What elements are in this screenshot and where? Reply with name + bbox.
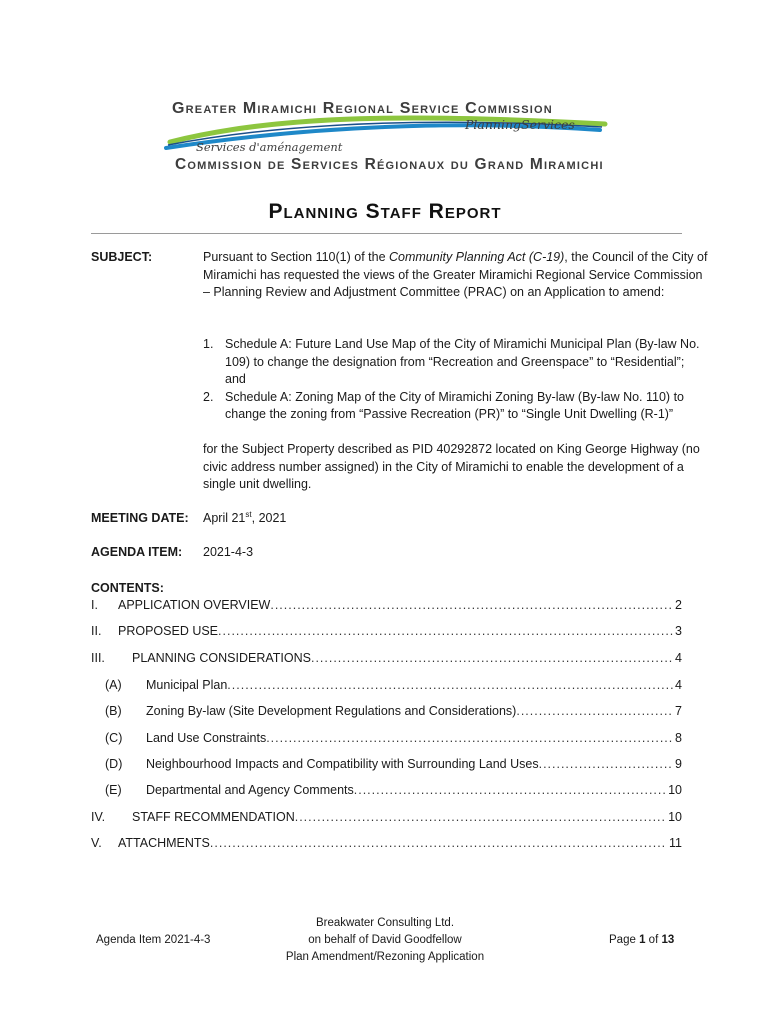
toc-entry[interactable]	[91, 649, 682, 667]
title-divider	[91, 233, 682, 234]
toc-title: Neighbourhood Impacts and Compatibility with Surrounding Land Uses	[146, 757, 539, 771]
list-item	[203, 336, 708, 389]
toc-entry[interactable]	[91, 781, 682, 799]
agenda-item-label: AGENDA ITEM:	[91, 545, 183, 559]
toc-title: Land Use Constraints	[146, 731, 267, 745]
toc-entry[interactable]	[91, 596, 682, 614]
footer-agenda-item: Agenda Item 2021-4-3	[96, 934, 211, 946]
logo-planning-services: PlanningServices	[465, 117, 575, 132]
meeting-date-label: MEETING DATE:	[91, 511, 189, 525]
toc-page: 8	[675, 731, 682, 745]
subject-text-b: , the Council of the City of Miramichi has requested the views of the Greater Miramichi Regional Service Commission – Planning Review and Adjustment Committee (PRAC) on an Application to amend:	[203, 250, 708, 299]
toc-title: Municipal Plan	[146, 678, 228, 692]
toc-page: 10	[668, 783, 682, 797]
logo-french-name: Commission de Services Régionaux du Grand Miramichi	[175, 156, 604, 173]
toc-page: 2	[675, 598, 682, 612]
toc-number: IV.	[91, 810, 106, 824]
contents-heading: CONTENTS:	[91, 581, 164, 595]
subject-label: SUBJECT:	[91, 250, 153, 264]
list-item-number: 2.	[203, 389, 214, 404]
toc-number: (C)	[105, 731, 123, 745]
toc-page: 10	[668, 810, 682, 824]
toc-page: 9	[675, 757, 682, 771]
toc-entry[interactable]	[91, 755, 682, 773]
footer-consultant: Breakwater Consulting Ltd.	[315, 917, 455, 929]
toc-number: (D)	[105, 757, 123, 771]
commission-logo	[160, 96, 610, 186]
toc-number: (A)	[105, 678, 122, 692]
subject-property-paragraph: for the Subject Property described as PID 40292872 located on King George Highway (no civic address number assigned) in the City of Miramichi to enable the development of a single unit dwelling.	[203, 442, 700, 491]
logo-services-amenagement: Services d'aménagement	[196, 140, 343, 154]
agenda-item-value: 2021-4-3	[203, 545, 254, 559]
toc-title: APPLICATION OVERVIEW	[118, 598, 271, 612]
amendment-list	[203, 336, 708, 424]
toc-entry[interactable]	[91, 834, 682, 852]
toc-page: 11	[669, 836, 682, 850]
list-item-text: Schedule A: Future Land Use Map of the City of Miramichi Municipal Plan (By-law No. 109) to change the designation from “Recreation and Greenspace” to “Residential”; and	[225, 337, 700, 386]
toc-title: Departmental and Agency Comments	[146, 783, 354, 797]
toc-title: ATTACHMENTS	[118, 836, 210, 850]
subject-text-a: Pursuant to Section 110(1) of the	[203, 250, 389, 264]
subject-paragraph	[203, 249, 708, 302]
footer-center	[230, 915, 540, 966]
toc-entry[interactable]	[91, 808, 682, 826]
footer-behalf: on behalf of David Goodfellow	[308, 934, 462, 946]
toc-page: 4	[675, 678, 682, 692]
footer-application-type: Plan Amendment/Rezoning Application	[285, 951, 485, 963]
toc-number: V.	[91, 836, 102, 850]
toc-title: PROPOSED USE	[118, 624, 219, 638]
toc-number: (E)	[105, 783, 122, 797]
list-item	[203, 389, 708, 424]
subject-act-name: Community Planning Act (C-19)	[389, 250, 565, 264]
toc-title: STAFF RECOMMENDATION	[132, 810, 295, 824]
footer-page-number: Page 1 of 13	[609, 934, 675, 946]
toc-entry[interactable]	[91, 676, 682, 694]
toc-page: 4	[675, 651, 682, 665]
toc-title: PLANNING CONSIDERATIONS	[132, 651, 311, 665]
meeting-date-value: April 21st, 2021	[203, 509, 287, 525]
list-item-text: Schedule A: Zoning Map of the City of Miramichi Zoning By-law (By-law No. 110) to change the zoning from “Passive Recreation (PR)” to “Single Unit Dwelling (R-1)”	[225, 389, 684, 421]
toc-entry[interactable]	[91, 729, 682, 747]
toc-page: 7	[675, 704, 682, 718]
list-item-number: 1.	[203, 337, 214, 351]
toc-number: II.	[91, 624, 102, 638]
toc-page: 3	[675, 624, 682, 638]
toc-entry[interactable]	[91, 622, 682, 640]
toc-number: (B)	[105, 704, 122, 718]
report-title: Planning Staff Report	[268, 200, 502, 223]
toc-number: I.	[91, 598, 98, 612]
toc-title: Zoning By-law (Site Development Regulations and Considerations)	[146, 704, 517, 718]
toc-number: III.	[91, 651, 105, 665]
logo-english-name: Greater Miramichi Regional Service Commission	[172, 100, 553, 117]
toc-entry[interactable]	[91, 702, 682, 720]
